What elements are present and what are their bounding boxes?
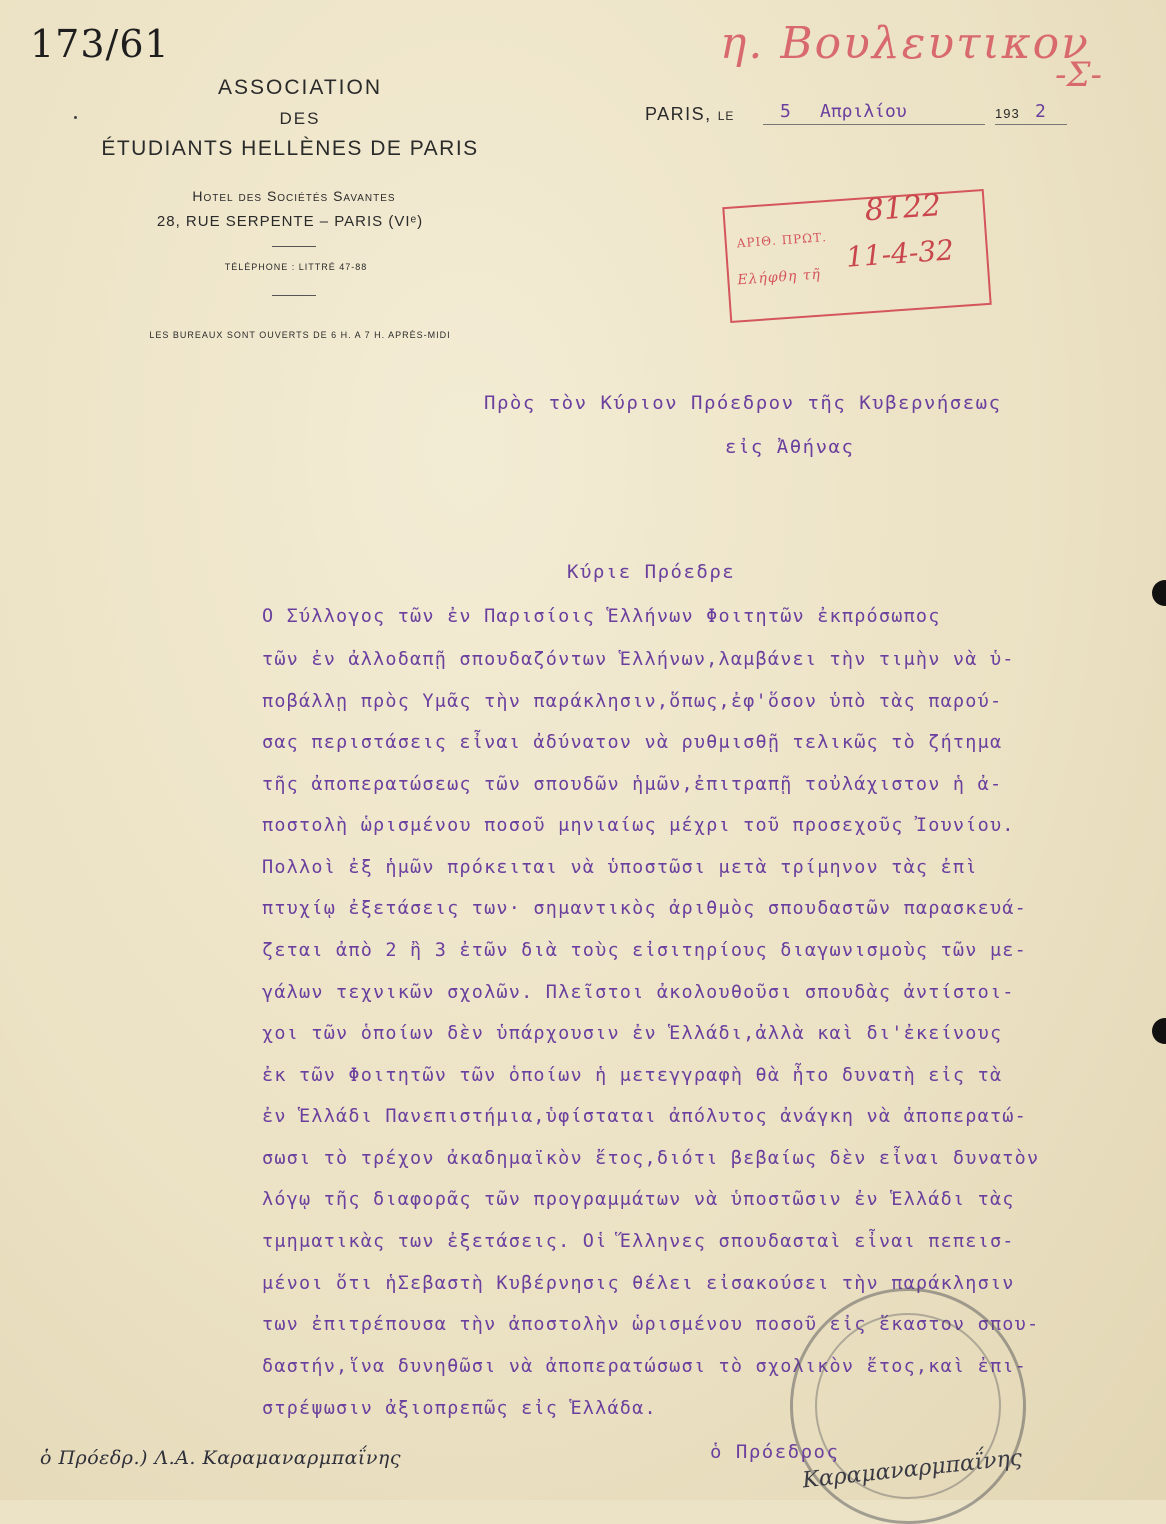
- punch-hole: [1152, 580, 1166, 606]
- letterhead-rule: [272, 295, 316, 296]
- date-rule: [763, 124, 985, 125]
- stamp-received-date: 11-4-32: [844, 233, 955, 274]
- body-line: ποστολὴ ὡρισμένου ποσοῦ μηνιαίως μέχρι τοῦ προσεχοῦς Ἰουνίου.: [262, 815, 1015, 836]
- body-line: των ἐπιτρέπουσα τὴν ἀποστολὴν ὡρισμένου ποσοῦ εἰς ἕκαστον σπου-: [262, 1314, 1040, 1335]
- letterhead-org-name: ÉTUDIANTS HELLÈNES DE PARIS: [101, 137, 479, 160]
- archive-number: 173/61: [30, 22, 170, 66]
- body-line: λόγῳ τῆς διαφορᾶς τῶν προγραμμάτων νὰ ὑποστῶσιν ἐν Ἑλλάδι τὰς: [262, 1189, 1015, 1210]
- body-line: τῆς ἀποπερατώσεως τῶν σπουδῶν ἡμῶν,ἐπιτραπῇ τοὐλάχιστον ἡ ἀ-: [262, 774, 1003, 795]
- letterhead-phone: TÉLÉPHONE : LITTRÉ 47-88: [224, 262, 368, 272]
- stamp-number: 8122: [863, 188, 943, 229]
- body-line: τμηματικὰς των ἐξετάσεις. Οἱ Ἕλληνες σπουδασταὶ εἶναι πεπεισ-: [262, 1231, 1015, 1252]
- date-le: LE: [717, 109, 735, 123]
- body-line: δαστήν,ἵνα δυνηθῶσι νὰ ἀποπερατώσωσι τὸ σχολικὸν ἔτος,καὶ ἐπι-: [262, 1356, 1027, 1377]
- registry-stamp: [722, 189, 991, 323]
- body-line: Πολλοὶ ἐξ ἡμῶν πρόκειται νὰ ὑποστῶσι μετὰ τρίμηνον τὰς ἐπὶ: [262, 857, 978, 878]
- signature-role: ὁ Πρόεδρος: [710, 1441, 840, 1463]
- letterhead-address: 28, RUE SERPENTE – PARIS (VIᵉ): [156, 213, 424, 230]
- body-line: ζεται ἀπὸ 2 ἢ 3 ἐτῶν διὰ τοὺς εἰσιτηρίους διαγωνισμοὺς τῶν με-: [262, 940, 1027, 961]
- stamp-received-label: Ελήφθη τῆ: [736, 266, 822, 289]
- body-line: τῶν ἐν ἀλλοδαπῇ σπουδαζόντων Ἑλλήνων,λαμβάνει τὴν τιμὴν νὰ ὑ-: [262, 649, 1015, 670]
- red-handwritten-note: η. Βουλευτικον: [720, 18, 1090, 69]
- date-rule: [995, 124, 1067, 125]
- date-line: [645, 101, 1046, 125]
- handwritten-president-note: ὁ Πρόεδρ.) Λ.Α. Καραμαναρμπαΐνης: [40, 1447, 401, 1469]
- body-line: ἐκ τῶν Φοιτητῶν τῶν ὁποίων ἡ μετεγγραφὴ θὰ ἦτο δυνατὴ εἰς τὰ: [262, 1065, 1003, 1086]
- date-year-digit: 2: [1035, 101, 1046, 122]
- body-line: μένοι ὅτι ἡΣεβαστὴ Κυβέρνησις θέλει εἰσακούσει τὴν παράκλησιν: [262, 1273, 1015, 1294]
- body-line: ποβάλλῃ πρὸς Υμᾶς τὴν παράκλησιν,ὅπως,ἐφ'ὅσον ὑπὸ τὰς παρού-: [262, 691, 1003, 712]
- body-line: πτυχίῳ ἐξετάσεις των· σημαντικὸς ἀριθμὸς σπουδαστῶν παρασκευά-: [262, 898, 1027, 919]
- body-line: ἐν Ἑλλάδι Πανεπιστήμια,ὑφίσταται ἀπόλυτος ἀνάγκη νὰ ἀποπερατώ-: [262, 1106, 1027, 1127]
- date-year-prefix: 193: [995, 106, 1020, 121]
- salutation: Κύριε Πρόεδρε: [567, 561, 736, 583]
- letterhead-des: DES: [279, 109, 321, 128]
- handwritten-signature: Καραμαναρμπαΐνης: [801, 1445, 1024, 1494]
- stamp-number-label: ΑΡΙΘ. ΠΡΩΤ.: [736, 230, 828, 251]
- punch-hole: [1152, 1018, 1166, 1044]
- body-line: σωσι τὸ τρέχον ἀκαδημαϊκὸν ἔτος,διότι βεβαίως δὲν εἶναι δυνατὸν: [262, 1148, 1040, 1169]
- letterhead-association: ASSOCIATION: [218, 76, 382, 99]
- addressee-line-2: εἰς Ἀθήνας: [725, 436, 855, 458]
- addressee-line-1: Πρὸς τὸν Κύριον Πρόεδρον τῆς Κυβερνήσεως: [484, 392, 1002, 414]
- red-mark: -Σ-: [1055, 55, 1103, 95]
- body-line: χοι τῶν ὁποίων δὲν ὑπάρχουσιν ἐν Ἑλλάδι,ἀλλὰ καὶ δι'ἐκείνους: [262, 1023, 1003, 1044]
- letterhead-rule: [272, 246, 316, 247]
- letterhead-hotel: Hotel des Sociétés Savantes: [192, 188, 396, 204]
- date-city: PARIS,: [645, 104, 712, 124]
- date-month: Απριλίου: [820, 101, 907, 122]
- body-line: σας περιστάσεις εἶναι ἀδύνατον νὰ ρυθμισθῇ τελικῶς τὸ ζήτημα: [262, 732, 1003, 753]
- body-line: Ο Σύλλογος τῶν ἐν Παρισίοις Ἑλλήνων Φοιτητῶν ἐκπρόσωπος: [262, 606, 941, 627]
- body-line: στρέψωσιν ἀξιοπρεπῶς εἰς Ἑλλάδα.: [262, 1398, 657, 1419]
- body-line: γάλων τεχνικῶν σχολῶν. Πλεῖστοι ἀκολουθοῦσι σπουδὰς ἀντίστοι-: [262, 982, 1015, 1003]
- letterhead-hours: LES BUREAUX SONT OUVERTS DE 6 H. A 7 H. APRÈS-MIDI: [149, 330, 451, 340]
- date-day: 5: [780, 101, 791, 122]
